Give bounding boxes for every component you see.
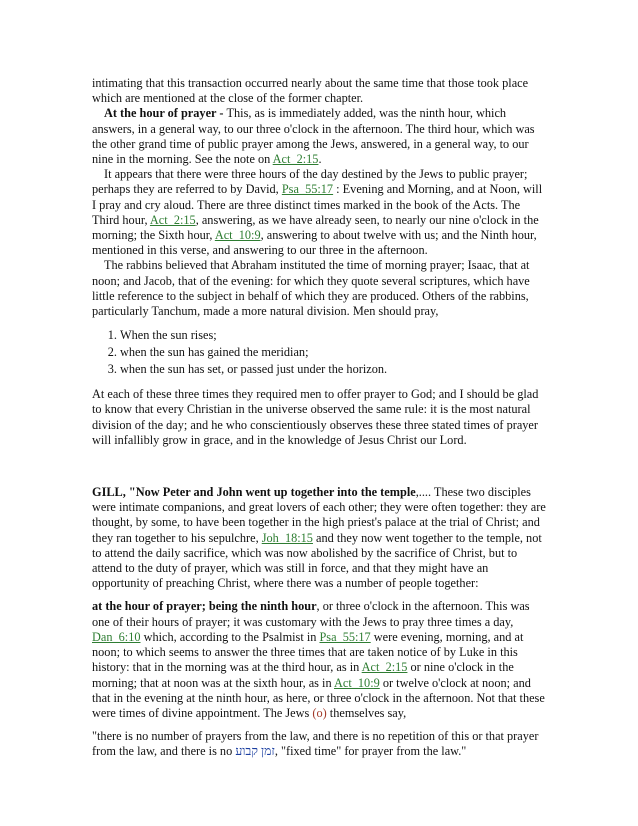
scripture-link-act-10-9[interactable]: Act_10:9: [334, 675, 380, 690]
paragraph-hour-of-prayer: [92, 106, 548, 167]
scripture-link-act-2-15[interactable]: Act_2:15: [272, 152, 319, 167]
scripture-link-joh-18-15[interactable]: Joh_18:15: [261, 530, 313, 545]
paragraph-text: , or three o'clock in the afternoon. This was one of their hours of prayer; it was customary with the Jews to pray three times a day,: [92, 599, 530, 629]
list-item: 3. when the sun has set, or passed just under the horizon.: [120, 361, 548, 378]
paragraph-quote: [92, 729, 548, 759]
document-page: [92, 76, 548, 760]
paragraph-text: ,.... These two disciples were intimate companions, and great lovers of each other; they were often together: they are thought, by some, to have been together in the high priest's palace at the trial of Christ; and they ran together to his sepulchre,: [92, 485, 546, 545]
paragraph-text: , answering, as we have already seen, to nearly our nine o'clock in the morning; the Sixth hour,: [92, 212, 539, 243]
lead-phrase: At the hour of prayer -: [104, 106, 227, 121]
paragraph-text: were evening, morning, and at noon; to which seems to answer the three times that are taken notice of by Luke in this history: that in the morning was at the third hour, as in: [92, 629, 524, 675]
paragraph-intro: intimating that this transaction occurred nearly about the same time that those took place which are mentioned at the close of the former chapter.: [92, 76, 529, 106]
list-item: 2. when the sun has gained the meridian;: [120, 344, 548, 361]
paragraph-text: or nine o'clock in the morning; that at noon was at the sixth hour, as in: [92, 660, 514, 690]
paragraph-gill-ninth-hour: [92, 599, 548, 721]
lead-phrase: at the hour of prayer; being the ninth hour: [92, 599, 317, 614]
prayer-times-list: [92, 327, 548, 378]
paragraph-text: It appears that there were three hours of the day destined by the Jews to public prayer; perhaps they are referred to by David,: [92, 167, 528, 197]
paragraph-text: .: [318, 152, 322, 167]
scripture-link-act-2-15[interactable]: Act_2:15: [361, 660, 408, 675]
scripture-link-psa-55-17[interactable]: Psa_55:17: [281, 182, 334, 197]
scripture-link-act-2-15[interactable]: Act_2:15: [149, 212, 196, 227]
paragraph-text: This, as is immediately added, was the ninth hour, which answers, in a general way, to our three o'clock in the afternoon. The third hour, which was the other grand time of public prayer among the Jews, answered, in a general way, to our nine in the morning. See the note on: [92, 106, 535, 167]
paragraph-text: : Evening and Morning, and at Noon, will I pray and cry aloud. There are three distinct times marked in the book of the Acts. The Third hour,: [92, 182, 543, 227]
paragraph-text: or twelve o'clock at noon; and that in the evening at the ninth hour, as here, or three o'clock in the afternoon. Not that these were times of divine appointment. The Jews: [92, 675, 545, 720]
paragraph-spacer: [92, 591, 548, 599]
list-item: 1. When the sun rises;: [120, 327, 548, 344]
paragraph-text: , "fixed time" for prayer from the law.": [274, 744, 467, 759]
paragraph-text: and they now went together to the temple, not to attend the daily sacrifice, which was now abolished by the sacrifice of Christ, but to attend to the duty of prayer, which was still in force, and that they might have an opportunity of preaching Christ, where there was a number of people together:: [92, 530, 542, 591]
paragraph-conclusion: At each of these three times they required men to offer prayer to God; and I should be glad to know that every Christian in the universe observed the same rule: it is the most natural division of the day; and he who conscientiously observes these three stated times of prayer will infallibly grow in grace, and in the knowledge of Jesus Christ our Lord.: [92, 387, 539, 447]
paragraph-text: "there is no number of prayers from the law, and there is no repetition of this or that prayer from the law, and there is no: [92, 729, 539, 759]
paragraph-gill-temple: [92, 485, 548, 591]
paragraph-spacer: [92, 721, 548, 729]
paragraph-text: which, according to the Psalmist in: [140, 629, 320, 644]
paragraph-rabbins: The rabbins believed that Abraham instituted the time of morning prayer; Isaac, that at noon; and Jacob, that of the evening: for which they quote several scriptures, which have little reference to the subject in behalf of which they are produced. Others of the rabbins, particularly Tanchum, made a more natural division. Men should pray,: [92, 258, 530, 319]
paragraph-text: themselves say,: [326, 705, 407, 720]
scripture-link-dan-6-10[interactable]: Dan_6:10: [92, 629, 141, 644]
footnote-marker[interactable]: (o): [312, 705, 327, 720]
paragraph-three-hours: [92, 167, 548, 258]
scripture-link-psa-55-17[interactable]: Psa_55:17: [319, 629, 371, 644]
hebrew-phrase: זמן קבוע: [235, 744, 275, 759]
scripture-link-act-10-9[interactable]: Act_10:9: [214, 228, 261, 243]
section-spacer: [92, 448, 548, 485]
paragraph-text: , answering to about twelve with us; and the Ninth hour, mentioned in this verse, and answering to our three in the afternoon.: [92, 228, 537, 258]
gill-heading: GILL, "Now Peter and John went up together into the temple: [92, 485, 416, 500]
